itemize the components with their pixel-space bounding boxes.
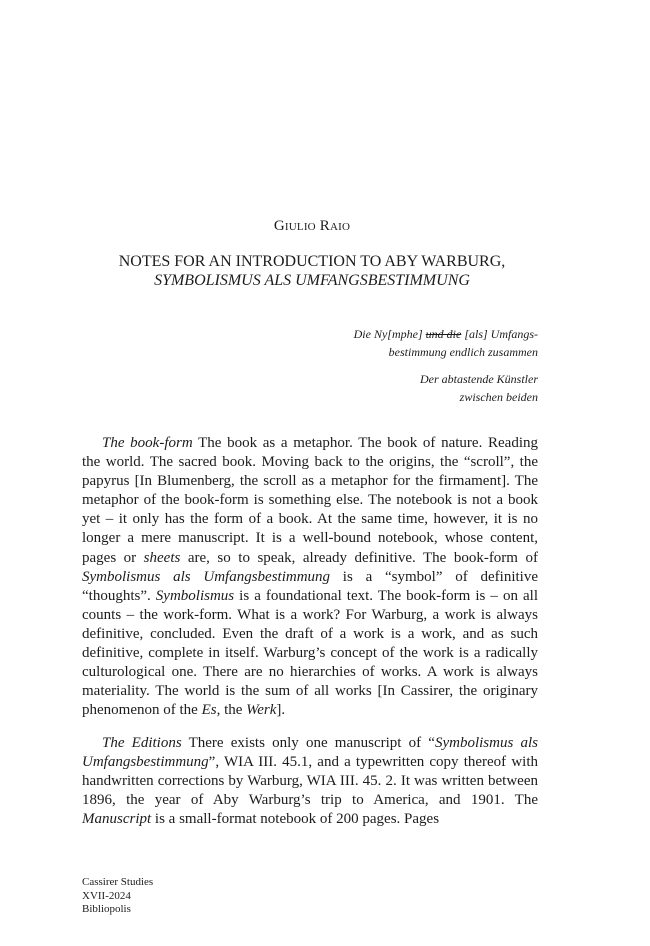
epigraph-1 <box>218 325 538 361</box>
para1-italic-sheets: sheets <box>143 549 181 566</box>
para2-text-1: There exists only one manuscript of “ <box>181 735 435 751</box>
para1-italic-symbolismus-full: Symbolismus als Umfangsbestimmung <box>82 568 331 585</box>
paragraph-editions <box>82 734 538 829</box>
para2-italic-symbolismus-full: Symbolismus als Umfangsbestimmung <box>82 735 538 771</box>
para1-text-3: is a “symbol” of definitive “thoughts”. <box>82 568 538 604</box>
section-heading-editions: The Editions <box>102 735 182 751</box>
section-heading-book-form: The book-form <box>102 435 193 451</box>
footer-volume: XVII-2024 <box>82 889 131 902</box>
article-title <box>0 252 624 290</box>
epigraph-1-text-a: Die Ny[mphe] <box>353 327 426 341</box>
para1-text-4: is a foundational text. The book-form is – on all counts – the work-form. What is a work? For Warburg, a work is always definitive, concluded. Even the draft of a work is a work, and as such definitive, complete in itself. Warburg’s concept of the work is a radically culturological one. There are no hierarchies of works. A work is always materiality. The world is the sum of all works [In Cassirer, the originary phenomenon of the <box>82 587 538 719</box>
footer-publisher: Bibliopolis <box>82 903 131 915</box>
epigraph-2 <box>218 370 538 406</box>
para1-italic-symbolismus: Symbolismus <box>155 587 235 604</box>
para1-text-2: are, so to speak, already definitive. The book-form of <box>180 549 538 566</box>
para1-text-6: ]. <box>276 702 286 719</box>
para1-italic-werk: Werk <box>246 702 277 719</box>
para1-text-1: The book as a metaphor. The book of nature. Reading the world. The sacred book. Moving back to the origins, the “scroll”, the papyrus [In Blumenberg, the scroll as a metaphor for the firmament]. The metaphor of the book-form is something else. The notebook is not a book yet – it only has the form of a book. At the same time, however, it is no longer a mere manuscript. It is a well-bound notebook, whose content, pages or <box>82 435 538 566</box>
para1-italic-es: Es <box>201 702 217 719</box>
epigraph-1-struck-text: und die <box>425 327 462 341</box>
epigraph-2-line-2: zwischen beiden <box>459 390 538 404</box>
author-name: Giulio Raio <box>273 218 351 234</box>
title-line-2: SYMBOLISMUS ALS UMFANGSBESTIMMUNG <box>154 272 470 289</box>
paragraph-book-form <box>82 434 538 720</box>
footer-journal-name: Cassirer Studies <box>82 876 154 888</box>
para2-italic-manuscript: Manuscript <box>82 811 152 828</box>
epigraph-2-line-1: Der abtastende Künstler <box>420 372 538 386</box>
title-line-1: NOTES FOR AN INTRODUCTION TO ABY WARBURG, <box>118 253 506 270</box>
para2-text-2: ”, WIA III. 45.1, and a typewritten copy thereof with handwritten corrections by Warburg, WIA III. 45. 2. It was written between 1896, the year of Aby Warburg’s trip to America, and 1901. The <box>82 754 538 809</box>
journal-footer <box>82 876 153 917</box>
para1-text-5: , the <box>216 702 247 719</box>
epigraph-1-line-2: bestimmung endlich zusammen <box>388 345 538 359</box>
para2-text-3: is a small-format notebook of 200 pages. Pages <box>151 811 440 828</box>
epigraph-1-text-b: [als] Umfangs- <box>461 327 538 341</box>
